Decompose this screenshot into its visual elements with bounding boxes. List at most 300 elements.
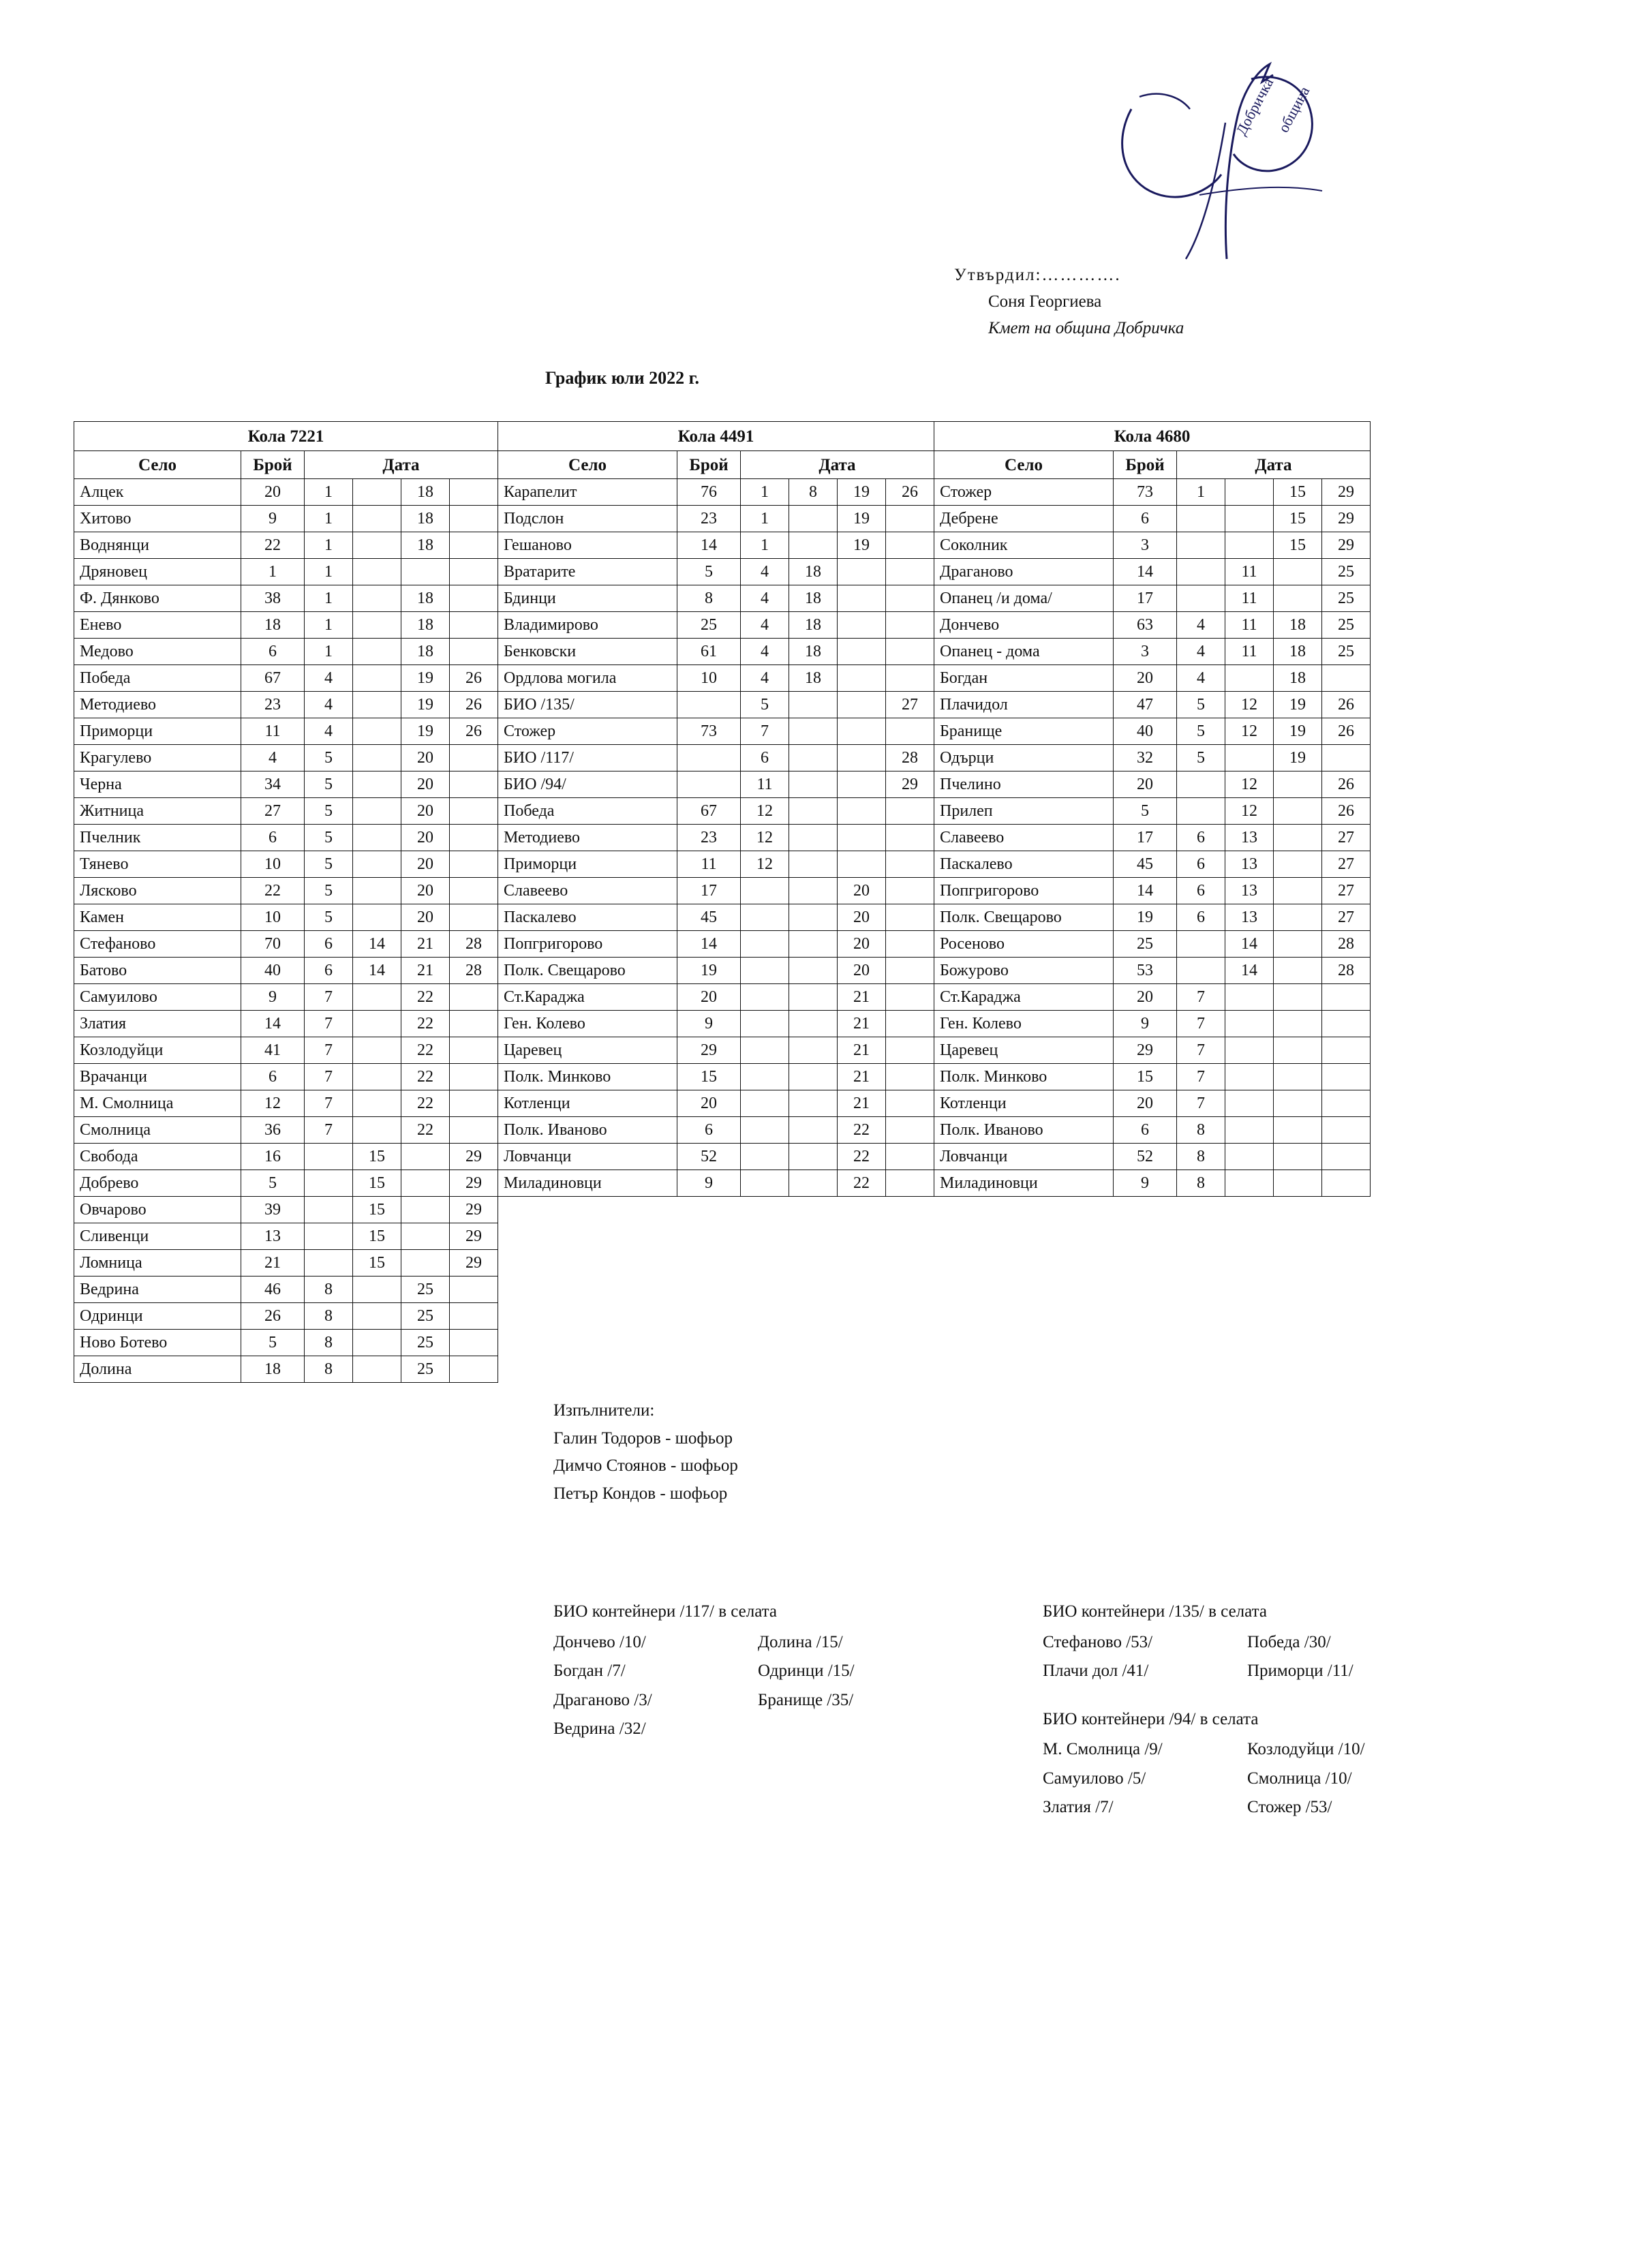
cell-date: 28 bbox=[450, 958, 498, 984]
cell-count: 3 bbox=[1114, 532, 1177, 559]
cell-date: 5 bbox=[1177, 718, 1225, 745]
cell-count: 4 bbox=[241, 745, 305, 771]
cell-date: 18 bbox=[1274, 639, 1322, 665]
bio135-entry: Плачи дол /41/ bbox=[1043, 1662, 1149, 1680]
cell-count: 21 bbox=[241, 1250, 305, 1277]
schedule-table bbox=[74, 421, 1371, 1383]
cell-date: 15 bbox=[353, 1223, 401, 1250]
cell-date bbox=[886, 931, 934, 958]
cell-date: 6 bbox=[1177, 904, 1225, 931]
approver-name: Соня Георгиева bbox=[988, 292, 1102, 311]
cell-date: 18 bbox=[1274, 612, 1322, 639]
cell-count: 17 bbox=[1114, 825, 1177, 851]
cell-count: 53 bbox=[1114, 958, 1177, 984]
cell-village: Лясково bbox=[74, 878, 241, 904]
cell-date: 20 bbox=[401, 798, 450, 825]
cell-date: 18 bbox=[1274, 665, 1322, 692]
cell-village: Крагулево bbox=[74, 745, 241, 771]
cell-date: 20 bbox=[838, 931, 886, 958]
cell-count: 73 bbox=[1114, 479, 1177, 506]
cell-date bbox=[1225, 1037, 1274, 1064]
cell-date bbox=[1225, 1011, 1274, 1037]
cell-date bbox=[886, 904, 934, 931]
cell-date: 7 bbox=[305, 1117, 353, 1144]
cell-date bbox=[741, 931, 789, 958]
cell-date: 22 bbox=[401, 1064, 450, 1090]
cell-date bbox=[838, 798, 886, 825]
cell-village: Дряновец bbox=[74, 559, 241, 585]
empty-cell bbox=[498, 1303, 934, 1330]
table-row bbox=[74, 745, 1371, 771]
cell-count: 6 bbox=[1114, 506, 1177, 532]
cell-date: 28 bbox=[886, 745, 934, 771]
cell-village: Пчелник bbox=[74, 825, 241, 851]
cell-date bbox=[741, 984, 789, 1011]
cell-date bbox=[1322, 1037, 1371, 1064]
cell-date bbox=[741, 1064, 789, 1090]
cell-date: 26 bbox=[450, 718, 498, 745]
cell-village: Бенковски bbox=[498, 639, 677, 665]
bio94-entry: Смолница /10/ bbox=[1247, 1769, 1352, 1788]
cell-date bbox=[789, 718, 838, 745]
cell-date bbox=[789, 1144, 838, 1170]
cell-date bbox=[450, 904, 498, 931]
cell-date: 12 bbox=[1225, 771, 1274, 798]
cell-village: Соколник bbox=[934, 532, 1114, 559]
cell-date: 19 bbox=[1274, 745, 1322, 771]
bio94-entry: М. Смолница /9/ bbox=[1043, 1740, 1163, 1758]
cell-date bbox=[1274, 585, 1322, 612]
cell-date: 29 bbox=[886, 771, 934, 798]
cell-date: 1 bbox=[305, 479, 353, 506]
cell-date bbox=[838, 559, 886, 585]
cell-date: 5 bbox=[741, 692, 789, 718]
table-row bbox=[74, 1277, 1371, 1303]
cell-date: 8 bbox=[305, 1303, 353, 1330]
table-row bbox=[74, 1356, 1371, 1383]
cell-date bbox=[789, 771, 838, 798]
cell-date: 20 bbox=[401, 851, 450, 878]
table-row bbox=[74, 506, 1371, 532]
cell-date: 15 bbox=[1274, 532, 1322, 559]
bio94-entry: Самуилово /5/ bbox=[1043, 1769, 1146, 1788]
cell-date bbox=[741, 878, 789, 904]
cell-count: 23 bbox=[677, 825, 741, 851]
cell-date bbox=[1322, 1090, 1371, 1117]
cell-date: 18 bbox=[789, 585, 838, 612]
cell-date bbox=[353, 851, 401, 878]
cell-date: 1 bbox=[741, 532, 789, 559]
cell-village: Росеново bbox=[934, 931, 1114, 958]
cell-date bbox=[450, 1037, 498, 1064]
cell-count: 9 bbox=[677, 1011, 741, 1037]
cell-date: 18 bbox=[401, 532, 450, 559]
cell-date bbox=[353, 1090, 401, 1117]
cell-village: Ст.Караджа bbox=[498, 984, 677, 1011]
cell-date: 29 bbox=[1322, 506, 1371, 532]
cell-village: Опанец /и дома/ bbox=[934, 585, 1114, 612]
cell-date bbox=[450, 798, 498, 825]
column-header-row bbox=[74, 451, 1371, 479]
cell-date bbox=[1225, 1090, 1274, 1117]
table-row bbox=[74, 1090, 1371, 1117]
cell-village: Победа bbox=[498, 798, 677, 825]
cell-date bbox=[450, 1064, 498, 1090]
col-header-date: Дата bbox=[741, 451, 934, 479]
cell-village: Бдинци bbox=[498, 585, 677, 612]
cell-date: 21 bbox=[401, 958, 450, 984]
cell-date: 22 bbox=[401, 1117, 450, 1144]
cell-village: Прилеп bbox=[934, 798, 1114, 825]
cell-date: 6 bbox=[741, 745, 789, 771]
cell-village: Ордлова могила bbox=[498, 665, 677, 692]
cell-date bbox=[450, 851, 498, 878]
cell-date bbox=[741, 1170, 789, 1197]
cell-village: Ново Ботево bbox=[74, 1330, 241, 1356]
cell-date bbox=[886, 1117, 934, 1144]
cell-date bbox=[1322, 745, 1371, 771]
cell-date: 6 bbox=[305, 931, 353, 958]
cell-village: Паскалево bbox=[498, 904, 677, 931]
cell-date: 6 bbox=[1177, 851, 1225, 878]
cell-date: 1 bbox=[305, 532, 353, 559]
cell-village: Методиево bbox=[74, 692, 241, 718]
cell-date bbox=[789, 984, 838, 1011]
cell-count: 14 bbox=[1114, 559, 1177, 585]
cell-date: 11 bbox=[1225, 559, 1274, 585]
cell-date: 25 bbox=[401, 1330, 450, 1356]
cell-village: Овчарово bbox=[74, 1197, 241, 1223]
cell-date: 8 bbox=[305, 1277, 353, 1303]
cell-date bbox=[741, 1037, 789, 1064]
cell-date bbox=[353, 1037, 401, 1064]
col-header-count: Брой bbox=[677, 451, 741, 479]
cell-date bbox=[1177, 532, 1225, 559]
cell-date bbox=[1225, 1170, 1274, 1197]
cell-date bbox=[1274, 1064, 1322, 1090]
cell-village: Житница bbox=[74, 798, 241, 825]
cell-date bbox=[305, 1250, 353, 1277]
cell-date bbox=[741, 1117, 789, 1144]
svg-text:Добричка: Добричка bbox=[1232, 75, 1277, 138]
cell-village: М. Смолница bbox=[74, 1090, 241, 1117]
cell-date bbox=[789, 904, 838, 931]
cell-village: Миладиновци bbox=[498, 1170, 677, 1197]
cell-date bbox=[789, 825, 838, 851]
cell-date bbox=[450, 1277, 498, 1303]
cell-date bbox=[886, 532, 934, 559]
cell-date bbox=[789, 878, 838, 904]
cell-date: 27 bbox=[886, 692, 934, 718]
cell-date bbox=[353, 1330, 401, 1356]
cell-count: 46 bbox=[241, 1277, 305, 1303]
cell-count: 5 bbox=[677, 559, 741, 585]
cell-count: 26 bbox=[241, 1303, 305, 1330]
cell-count: 22 bbox=[241, 878, 305, 904]
cell-date: 7 bbox=[1177, 1011, 1225, 1037]
cell-count: 18 bbox=[241, 612, 305, 639]
cell-date bbox=[401, 1144, 450, 1170]
cell-village: Самуилово bbox=[74, 984, 241, 1011]
cell-count bbox=[677, 771, 741, 798]
cell-date bbox=[305, 1170, 353, 1197]
cell-count: 6 bbox=[1114, 1117, 1177, 1144]
cell-date: 18 bbox=[401, 612, 450, 639]
cell-date bbox=[450, 1117, 498, 1144]
bio117-entry: Ведрина /32/ bbox=[553, 1719, 646, 1738]
cell-village: БИО /135/ bbox=[498, 692, 677, 718]
cell-date bbox=[353, 1277, 401, 1303]
cell-date: 5 bbox=[305, 771, 353, 798]
cell-date: 12 bbox=[1225, 692, 1274, 718]
cell-date: 5 bbox=[305, 904, 353, 931]
cell-count: 8 bbox=[677, 585, 741, 612]
cell-date: 12 bbox=[741, 851, 789, 878]
empty-cell bbox=[934, 1356, 1371, 1383]
table-row bbox=[74, 904, 1371, 931]
empty-cell bbox=[498, 1223, 934, 1250]
cell-date bbox=[886, 851, 934, 878]
cell-date bbox=[401, 559, 450, 585]
bio94-title: БИО контейнери /94/ в селата bbox=[1043, 1709, 1259, 1728]
cell-date bbox=[1274, 559, 1322, 585]
cell-count: 5 bbox=[1114, 798, 1177, 825]
cell-date: 26 bbox=[450, 692, 498, 718]
cell-date: 22 bbox=[401, 984, 450, 1011]
cell-count: 34 bbox=[241, 771, 305, 798]
cell-date: 20 bbox=[401, 825, 450, 851]
table-row bbox=[74, 958, 1371, 984]
cell-count: 13 bbox=[241, 1223, 305, 1250]
cell-date bbox=[450, 612, 498, 639]
cell-date: 29 bbox=[450, 1223, 498, 1250]
cell-village: Победа bbox=[74, 665, 241, 692]
table-row bbox=[74, 1170, 1371, 1197]
cell-date: 26 bbox=[1322, 798, 1371, 825]
cell-village: Врачанци bbox=[74, 1064, 241, 1090]
table-row bbox=[74, 851, 1371, 878]
cell-date: 14 bbox=[353, 958, 401, 984]
car-header-row bbox=[74, 422, 1371, 451]
cell-village: Медово bbox=[74, 639, 241, 665]
cell-date: 27 bbox=[1322, 851, 1371, 878]
cell-village: Вратарите bbox=[498, 559, 677, 585]
cell-count: 17 bbox=[1114, 585, 1177, 612]
cell-count: 9 bbox=[241, 506, 305, 532]
cell-village: Камен bbox=[74, 904, 241, 931]
bio94-entry: Стожер /53/ bbox=[1247, 1798, 1332, 1816]
page-title: График юли 2022 г. bbox=[545, 368, 699, 388]
cell-date bbox=[838, 771, 886, 798]
cell-date bbox=[353, 1064, 401, 1090]
cell-date: 19 bbox=[838, 506, 886, 532]
cell-count: 14 bbox=[677, 532, 741, 559]
cell-date bbox=[838, 718, 886, 745]
cell-date bbox=[1274, 1037, 1322, 1064]
cell-date bbox=[353, 665, 401, 692]
cell-village: Котленци bbox=[934, 1090, 1114, 1117]
cell-count: 5 bbox=[241, 1330, 305, 1356]
empty-cell bbox=[498, 1330, 934, 1356]
cell-date bbox=[1225, 665, 1274, 692]
cell-date bbox=[450, 1330, 498, 1356]
cell-date: 29 bbox=[1322, 479, 1371, 506]
cell-date: 19 bbox=[401, 718, 450, 745]
cell-date: 22 bbox=[838, 1117, 886, 1144]
cell-date bbox=[1322, 984, 1371, 1011]
cell-date bbox=[353, 1011, 401, 1037]
cell-date: 6 bbox=[1177, 825, 1225, 851]
cell-date: 21 bbox=[401, 931, 450, 958]
cell-date bbox=[886, 984, 934, 1011]
col-header-village: Село bbox=[74, 451, 241, 479]
table-row bbox=[74, 585, 1371, 612]
cell-date bbox=[450, 479, 498, 506]
cell-date bbox=[886, 1144, 934, 1170]
cell-date: 25 bbox=[1322, 585, 1371, 612]
cell-count: 52 bbox=[1114, 1144, 1177, 1170]
cell-village: Подслон bbox=[498, 506, 677, 532]
bio117-entry: Богдан /7/ bbox=[553, 1662, 626, 1680]
cell-date bbox=[886, 798, 934, 825]
cell-count: 45 bbox=[1114, 851, 1177, 878]
cell-date bbox=[305, 1144, 353, 1170]
cell-date bbox=[1274, 878, 1322, 904]
cell-date: 26 bbox=[450, 665, 498, 692]
cell-count: 20 bbox=[1114, 984, 1177, 1011]
cell-count: 16 bbox=[241, 1144, 305, 1170]
cell-date bbox=[450, 559, 498, 585]
cell-village: Ведрина bbox=[74, 1277, 241, 1303]
cell-date bbox=[838, 851, 886, 878]
cell-count: 52 bbox=[677, 1144, 741, 1170]
cell-date bbox=[450, 639, 498, 665]
cell-date bbox=[1177, 585, 1225, 612]
cell-date bbox=[789, 1064, 838, 1090]
cell-date bbox=[886, 1170, 934, 1197]
cell-date: 18 bbox=[401, 479, 450, 506]
cell-count: 23 bbox=[241, 692, 305, 718]
cell-count: 73 bbox=[677, 718, 741, 745]
cell-village: Козлодуйци bbox=[74, 1037, 241, 1064]
car-header-4491: Кола 4491 bbox=[498, 422, 934, 451]
executor-item: Димчо Стоянов - шофьор bbox=[553, 1456, 738, 1475]
table-row bbox=[74, 639, 1371, 665]
cell-date bbox=[353, 798, 401, 825]
table-row bbox=[74, 1223, 1371, 1250]
cell-date bbox=[450, 771, 498, 798]
cell-date: 25 bbox=[1322, 639, 1371, 665]
cell-date bbox=[353, 532, 401, 559]
bio135-title: БИО контейнери /135/ в селата bbox=[1043, 1602, 1267, 1621]
bio135-entry: Стефаново /53/ bbox=[1043, 1632, 1153, 1651]
cell-count: 39 bbox=[241, 1197, 305, 1223]
cell-date: 26 bbox=[1322, 718, 1371, 745]
cell-date: 27 bbox=[1322, 878, 1371, 904]
cell-date bbox=[1322, 1011, 1371, 1037]
cell-date: 4 bbox=[305, 665, 353, 692]
cell-date bbox=[789, 1170, 838, 1197]
cell-date bbox=[838, 692, 886, 718]
cell-count: 9 bbox=[241, 984, 305, 1011]
cell-count: 23 bbox=[677, 506, 741, 532]
cell-date: 5 bbox=[305, 745, 353, 771]
cell-date bbox=[353, 878, 401, 904]
cell-date bbox=[886, 639, 934, 665]
cell-date: 7 bbox=[305, 1090, 353, 1117]
cell-date bbox=[1225, 1144, 1274, 1170]
cell-count: 15 bbox=[677, 1064, 741, 1090]
signature-mark bbox=[1104, 55, 1363, 279]
cell-date: 14 bbox=[353, 931, 401, 958]
cell-count: 9 bbox=[1114, 1170, 1177, 1197]
cell-date bbox=[353, 771, 401, 798]
col-header-date: Дата bbox=[1177, 451, 1371, 479]
cell-count: 19 bbox=[1114, 904, 1177, 931]
cell-date: 13 bbox=[1225, 851, 1274, 878]
cell-date: 29 bbox=[450, 1144, 498, 1170]
cell-date bbox=[886, 878, 934, 904]
cell-date bbox=[1274, 931, 1322, 958]
cell-date: 19 bbox=[838, 479, 886, 506]
cell-date: 15 bbox=[353, 1144, 401, 1170]
cell-count: 25 bbox=[1114, 931, 1177, 958]
cell-date bbox=[1177, 771, 1225, 798]
cell-date: 21 bbox=[838, 1090, 886, 1117]
cell-village: Долина bbox=[74, 1356, 241, 1383]
empty-cell bbox=[498, 1277, 934, 1303]
cell-village: Алцек bbox=[74, 479, 241, 506]
cell-date: 8 bbox=[305, 1356, 353, 1383]
bio117-entry: Бранище /35/ bbox=[758, 1690, 854, 1709]
cell-date bbox=[789, 958, 838, 984]
cell-date: 19 bbox=[1274, 718, 1322, 745]
cell-date: 12 bbox=[741, 798, 789, 825]
cell-date bbox=[450, 1303, 498, 1330]
cell-date: 1 bbox=[305, 506, 353, 532]
executors-block bbox=[553, 1397, 738, 1508]
cell-count: 20 bbox=[677, 1090, 741, 1117]
table-row bbox=[74, 532, 1371, 559]
cell-date bbox=[1322, 665, 1371, 692]
cell-date bbox=[1225, 1064, 1274, 1090]
cell-date: 4 bbox=[741, 665, 789, 692]
cell-date bbox=[1225, 745, 1274, 771]
cell-count: 41 bbox=[241, 1037, 305, 1064]
cell-date: 19 bbox=[401, 692, 450, 718]
cell-date: 28 bbox=[1322, 958, 1371, 984]
cell-date bbox=[450, 506, 498, 532]
cell-village: Гешаново bbox=[498, 532, 677, 559]
cell-date bbox=[1322, 1170, 1371, 1197]
cell-village: Попгригорово bbox=[498, 931, 677, 958]
cell-date: 7 bbox=[305, 984, 353, 1011]
cell-date: 20 bbox=[401, 745, 450, 771]
cell-date: 11 bbox=[741, 771, 789, 798]
cell-date: 8 bbox=[305, 1330, 353, 1356]
cell-date bbox=[789, 1117, 838, 1144]
cell-village: Стожер bbox=[498, 718, 677, 745]
table-row bbox=[74, 1250, 1371, 1277]
cell-date: 22 bbox=[401, 1037, 450, 1064]
cell-date bbox=[1274, 1170, 1322, 1197]
cell-date bbox=[789, 851, 838, 878]
approval-block bbox=[954, 262, 1390, 341]
cell-date bbox=[401, 1170, 450, 1197]
cell-date: 18 bbox=[789, 612, 838, 639]
cell-village: Бранище bbox=[934, 718, 1114, 745]
cell-date: 20 bbox=[401, 904, 450, 931]
